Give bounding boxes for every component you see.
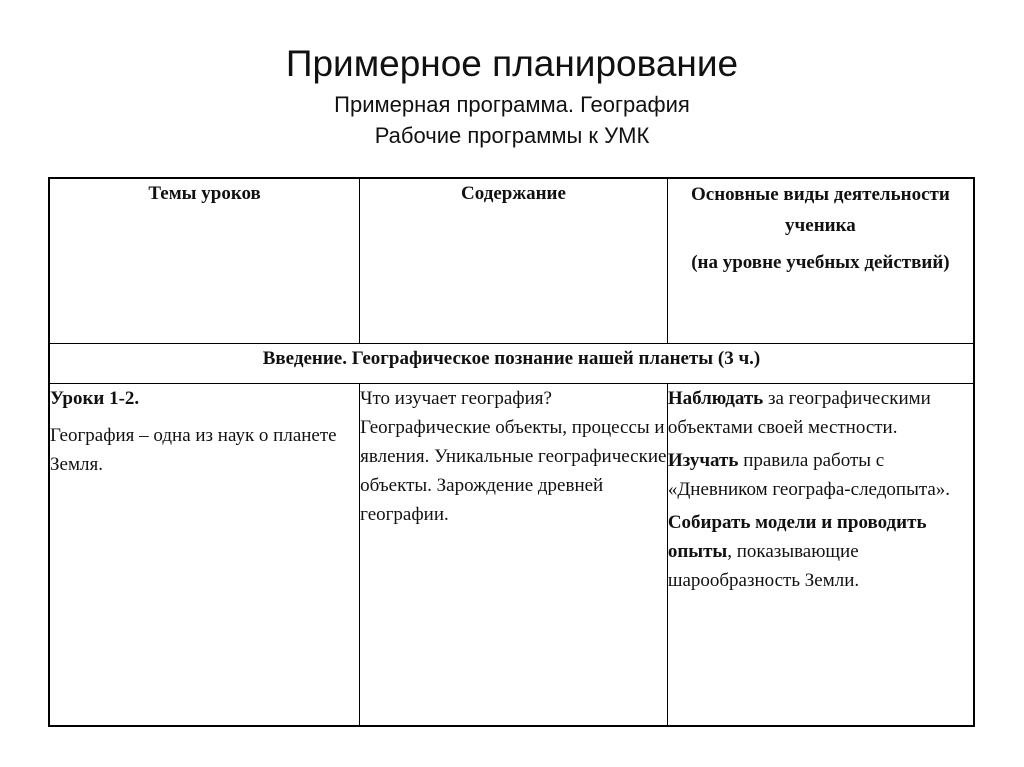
column-header-content: Содержание xyxy=(360,178,668,343)
column-header-activities-main: Основные виды деятельности ученика xyxy=(691,184,950,236)
column-header-activities-note: (на уровне учебных действий) xyxy=(691,252,950,273)
column-header-topics: Темы уроков xyxy=(49,178,360,343)
activity-item xyxy=(668,508,973,595)
activity-verb: Собирать модели и проводить опыты xyxy=(667,511,927,562)
page-subtitle: Примерная программа. География xyxy=(334,92,690,117)
activity-verb: Изучать xyxy=(667,449,739,471)
activity-verb: Наблюдать xyxy=(667,387,764,409)
column-header-activities xyxy=(667,178,974,343)
table-row xyxy=(49,383,974,726)
page-subtitle-secondary: Рабочие программы к УМК xyxy=(374,123,650,148)
topic-cell xyxy=(49,383,360,726)
activity-text: , показывающие шарообразность Земли. xyxy=(667,540,860,591)
activities-cell xyxy=(667,383,974,726)
section-row xyxy=(49,343,974,383)
lesson-description: География – одна из наук о планете Земля. xyxy=(50,424,337,475)
page-title: Примерное планирование xyxy=(285,43,739,84)
activity-item xyxy=(668,384,973,442)
lesson-title: Уроки 1-2. xyxy=(50,387,140,409)
activity-text: правила работы с «Дневником географа-следопыта». xyxy=(667,449,951,500)
activity-text: за географическими объектами своей местности. xyxy=(667,387,931,438)
table-header-row xyxy=(49,178,974,343)
planning-table xyxy=(48,177,975,727)
activity-item xyxy=(668,446,973,504)
section-title: Введение. Географическое познание нашей планеты (3 ч.) xyxy=(49,343,974,383)
content-cell: Что изучает география? Географические объекты, процессы и явления. Уникальные географические объекты. Зарождение древней географии. xyxy=(360,383,668,726)
